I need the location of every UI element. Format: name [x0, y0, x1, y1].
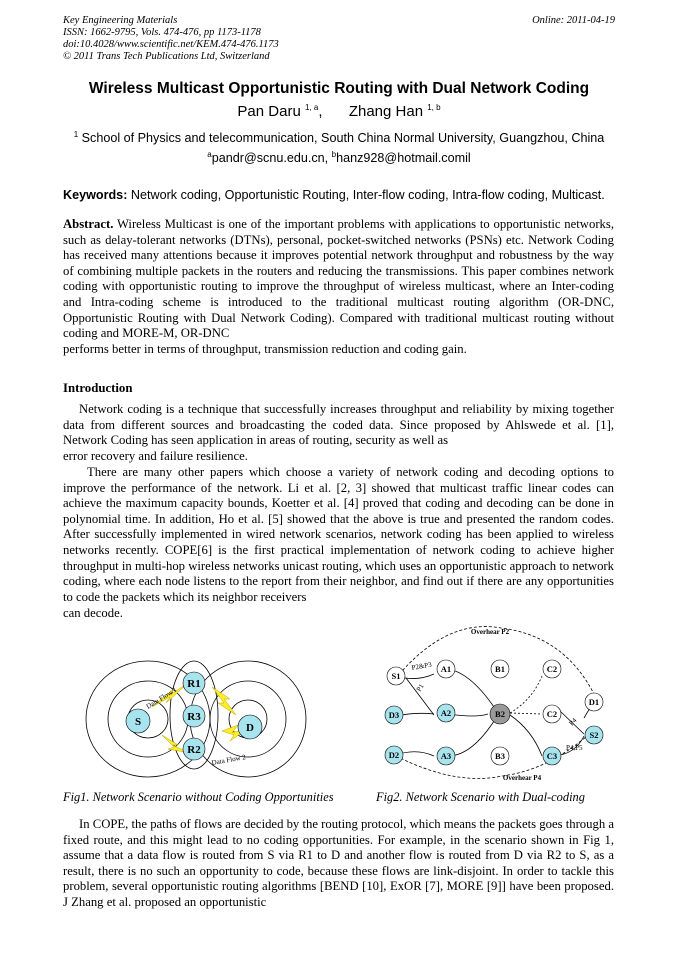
keywords-label: Keywords: [63, 188, 128, 202]
node-label: C2 [546, 709, 558, 719]
node-label: D1 [588, 697, 600, 707]
overhear-top-label: Overhear P2 [470, 628, 510, 636]
edge-label: P4,P5 [566, 744, 583, 752]
node-label: C3 [546, 751, 558, 761]
intro-paragraph-1-last: error recovery and failure resilience. [63, 449, 248, 463]
node-label: B3 [495, 751, 505, 761]
edge-label: P4 [567, 716, 579, 728]
affiliation-sup: 1 [73, 129, 79, 139]
paper-title: Wireless Multicast Opportunistic Routing with Dual Network Coding [88, 80, 590, 97]
online-date: Online: 2011-04-19 [532, 15, 615, 26]
abstract-last-line: performs better in terms of throughput, transmission reduction and coding gain. [63, 342, 467, 356]
node-label-d: D [246, 722, 254, 734]
doi-line: doi:10.4028/www.scientific.net/KEM.474-476.1173 [63, 39, 279, 50]
affiliation [0, 131, 678, 145]
abstract [63, 217, 614, 342]
node-label: D2 [388, 750, 400, 760]
email-sup: a [207, 149, 212, 159]
flow-label: Data Flow 2 [210, 753, 247, 767]
overhear-bottom-label: Overhear P4 [502, 774, 542, 782]
flow-label: Data Flow 1 [144, 685, 179, 711]
node-label: S2 [589, 730, 599, 740]
issn-line: ISSN: 1662-9795, Vols. 474-476, pp 1173-1178 [63, 27, 261, 38]
figure-1-diagram [80, 655, 308, 785]
figure-1-caption: Fig1. Network Scenario without Coding Opportunities [63, 790, 334, 804]
abstract-label: Abstract. [63, 217, 114, 231]
node-label: A3 [440, 751, 452, 761]
figure-2-caption: Fig2. Network Scenario with Dual-coding [376, 790, 585, 804]
author-name: Zhang Han [348, 103, 424, 120]
edge-label: P2&P3 [410, 660, 433, 672]
copyright-line: © 2011 Trans Tech Publications Ltd, Switzerland [63, 51, 270, 62]
node-label-r2: R2 [187, 744, 201, 756]
node-label: C2 [546, 664, 558, 674]
author-sup: 1, a [304, 103, 319, 112]
node-label-r3: R3 [187, 711, 201, 723]
email-sup: b [331, 149, 337, 159]
node-label: B2 [495, 709, 505, 719]
node-label: A2 [440, 708, 452, 718]
intro-paragraph-2: There are many other papers which choose a variety of network coding and decoding options to improve the performance of the network. Li et al. [2, 3] showed that multicast traffic linear codes can achieve the maximum capacity bounds, Koetter et al. [4] proved that coding and decoding can be done in polynomial time. In addition, Ho et al. [5] showed that the above is true and presented the random codes. After successfully implemented in wired network scenarios, network coding has been applied to wireless networks recently. COPE[6] is the first practical implementation of network coding to achieve higher throughput in multi-hop wireless networks unicast routing, which uses an opportunistic approach to network coding, where each node listens to the report from their neighbor, and find out if there are any opportunities to code the packets which its neighbor receivers [63, 465, 614, 604]
author-name: Pan Daru [237, 103, 301, 120]
node-label: D3 [388, 710, 400, 720]
node-label-s: S [134, 716, 142, 728]
body-paragraph: In COPE, the paths of flows are decided by the routing protocol, which means the packets goes through a fixed route, and this might lead to no coding opportunities. For example, in the scenario shown in Fig 1, assume that a data flow is routed from S via R1 to D and another flow is routed from D via R2 to S, as a result, there is no such an opportunity to code, because these flows are link-disjoint. In order to tackle this problem, several opportunistic routing algorithms [BEND [10], ExOR [7], MORE [9]] have been proposed. J Zhang et al. proposed an opportunistic [63, 817, 614, 909]
section-heading: Introduction [63, 381, 133, 395]
edge-label: P1 [414, 682, 426, 694]
affiliation-text: School of Physics and telecommunication, South China Normal University, Guangzhou, China [81, 131, 605, 145]
node-label: B1 [495, 664, 505, 674]
email-link[interactable]: hanz928@hotmail.comil [336, 151, 471, 165]
figure-2-diagram [376, 618, 616, 788]
email-link[interactable]: pandr@scnu.edu.cn, [211, 151, 329, 165]
keywords [63, 188, 605, 202]
node-label-r1: R1 [187, 678, 201, 690]
intro-paragraph-1: Network coding is a technique that successfully increases throughput and reliability by mixing together data from different sources and broadcasting the coded data. Since proposed by Ahlswede et al. [1], Network Coding has seen application in areas of routing, security as well as [63, 402, 614, 448]
emails [0, 151, 678, 165]
journal-name: Key Engineering Materials [63, 15, 178, 26]
abstract-text: Wireless Multicast is one of the important problems with applications to opportunistic networks, such as delay-tolerant networks (DTNs), personal, pocket-switched networks (PSNs) etc. Network Coding has received many attentions because it improves potential network throughput and robustness by the way of combining multiple packets in the routers and reducing the transmissions. This paper combines network coding with opportunistic routing to improve the throughput of wireless multicast, where an Inter-coding and Intra-coding scheme is introduced to the traditional multicast routing algorithm (OR-DNC, Opportunistic Routing with Dual Network Coding). Compared with traditional multicast routing without coding and MORE-M, OR-DNC [63, 217, 614, 341]
author-sup: 1, b [427, 103, 441, 112]
keywords-text: Network coding, Opportunistic Routing, Inter-flow coding, Intra-flow coding, Multicast. [130, 188, 605, 202]
node-label: A1 [440, 664, 452, 674]
author-line: Pan Daru $^{1, a}$, Zhang Han $^{1, b}$ [237, 103, 441, 120]
node-label: S1 [391, 671, 401, 681]
intro-paragraph-2-last: can decode. [63, 606, 123, 620]
